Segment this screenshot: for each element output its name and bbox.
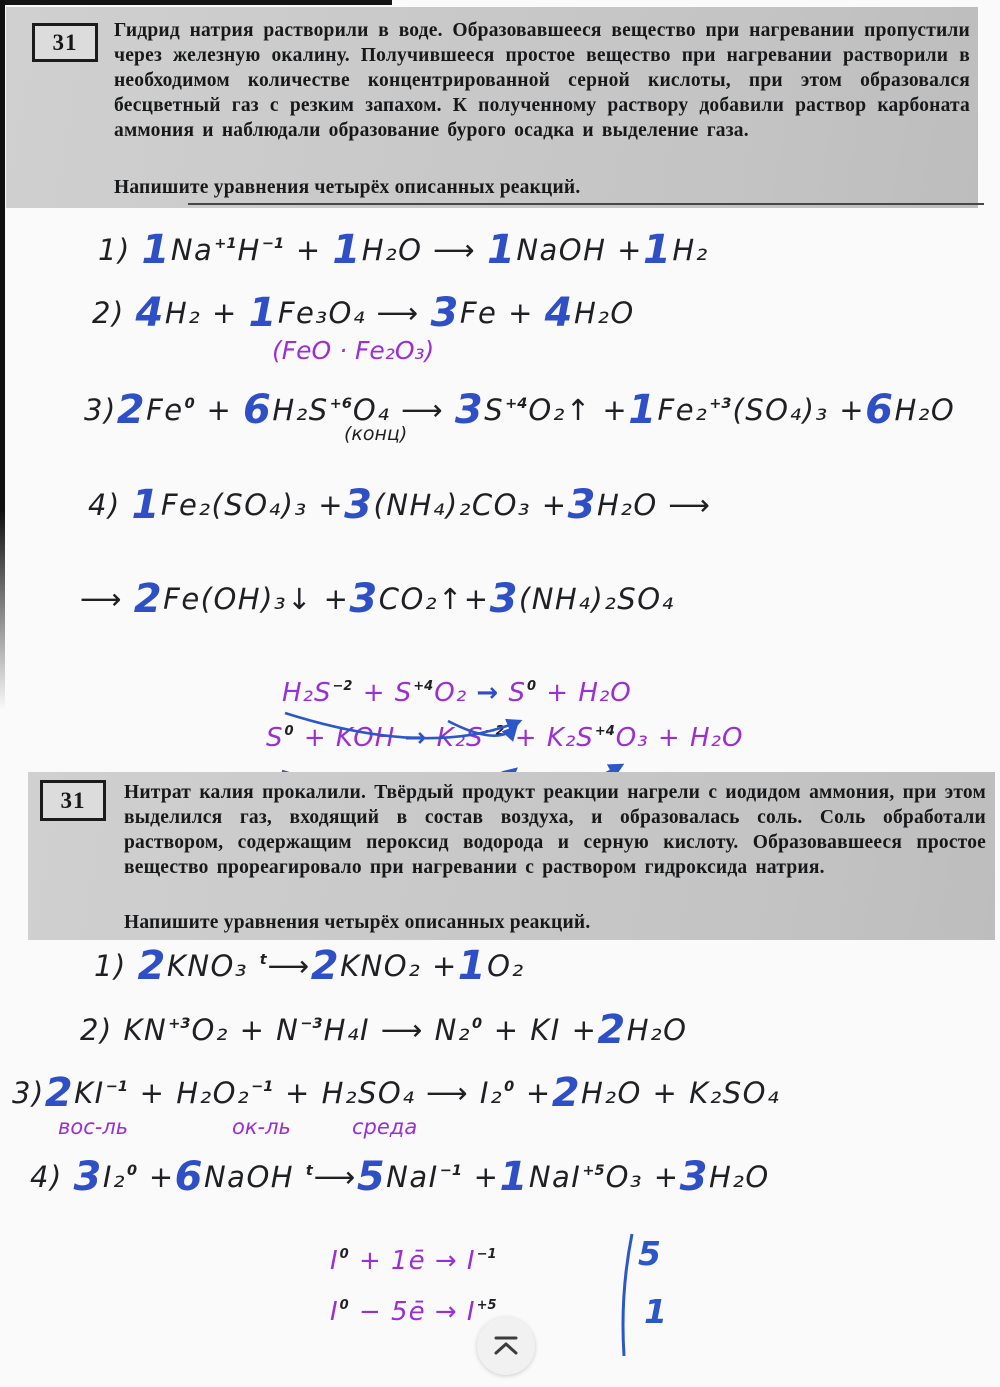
balance-1-line2: $S^0$ + KOH → $K_2S^{-2} + K_2S^{+4}O_3 + H_2O$ (266, 723, 744, 753)
balance-2-line2: $I^0$ − 5ē → $I^{+5}$ (330, 1297, 497, 1327)
equation-1-1: 1) $1Na^{+1}H^{-1} + 1H_2O$ ⟶ 1NaOH +1H₂ (98, 227, 709, 274)
label-medium: среда (352, 1115, 418, 1139)
scan-page-edge-left (0, 0, 5, 710)
equation-2-1: 1) 2KNO₃ $^t$⟶2KNO₂ +1O₂ (94, 943, 525, 990)
problem-statement-second (28, 772, 995, 940)
balance-2-line1: $I^0$ + 1ē → $I^{-1}$ (330, 1246, 497, 1276)
balance-factor-1: 5 (638, 1234, 661, 1273)
label-reducer: вос-ль (58, 1115, 129, 1139)
scan-bottom-rule (188, 203, 984, 205)
problem-statement-first (6, 7, 978, 208)
equation-2-3: $3)2KI^{-1} + H_2O_2^{-1} + H_2SO_4$ ⟶ I₂$^0$ +2H₂O + K₂SO₄ (12, 1070, 781, 1117)
problem-text: Гидрид натрия растворили в воде. Образовавшееся вещество при нагревании пропустили через железную окалину. Получившееся простое вещество при нагревании растворили в необходимом количестве концентрированной серной кислоты, при этом образовался бесцветный газ с резким запахом. К полученному раствору добавили раствор карбоната аммония и наблюдали образование бурого осадка и выделение газа. (114, 20, 970, 141)
scan-page-edge-top (0, 0, 392, 5)
equation-1-4-line1: 4) 1Fe₂(SO₄)₃ +3(NH₄)₂CO₃ +3H₂O ⟶ (88, 482, 712, 529)
problem-task: Напишите уравнения четырёх описанных реакций. (114, 177, 581, 198)
equation-1-3: $3)2Fe^0 + 6H_2S^{+6}O_4$ ⟶ $3S^{+4}O_2↑ +1Fe_2^{+3}(SO_4)_3 +6H_2O$ (84, 387, 956, 434)
chevron-up-with-bar-icon (492, 1335, 520, 1357)
label-oxidizer: ок-ль (232, 1115, 291, 1139)
equation-1-2-note: (FeO · Fe₂O₃) (272, 336, 435, 365)
scroll-top-button[interactable] (477, 1317, 535, 1375)
equation-1-4-line2: ⟶ 2Fe(OH)₃↓ +3CO₂↑+3(NH₄)₂SO₄ (80, 576, 675, 623)
problem-number: 31 (60, 787, 86, 813)
problem-number-box (32, 23, 98, 62)
equation-2-2: 2) $KN^{+3}O_2 + N^{-3}H_4I$ ⟶ N₂$^0$ + KI +2H₂O (80, 1007, 688, 1054)
balance-1-line1: $H_2S^{-2} + S^{+4}O_2 \to S^0 + H_2O$ (282, 678, 632, 708)
problem-number: 31 (52, 29, 78, 55)
balance-factor-2: 1 (644, 1292, 667, 1331)
equation-1-2: 2) 4H₂ + 1Fe₃O₄ ⟶ 3Fe + 4H₂O (92, 290, 635, 337)
problem-text: Нитрат калия прокалили. Твёрдый продукт реакции нагрели с иодидом аммония, при этом выделился газ, входящий в состав воздуха, и образовалась соль. Соль обработали раствором, содержащим пероксид водорода и серную кислоту. Образовавшееся простое вещество прореагировало при нагревании с раствором гидроксида натрия. (124, 782, 986, 878)
problem-number-box (40, 780, 106, 821)
equation-2-4: 4) 3I₂$^0$ +6NaOH $^t$⟶5NaI$^{-1}$ +1NaI$^{+5}$O₃ +3H₂O (30, 1154, 770, 1201)
problem-task: Напишите уравнения четырёх описанных реакций. (124, 912, 591, 933)
equation-1-3-note: (конц) (344, 423, 408, 445)
